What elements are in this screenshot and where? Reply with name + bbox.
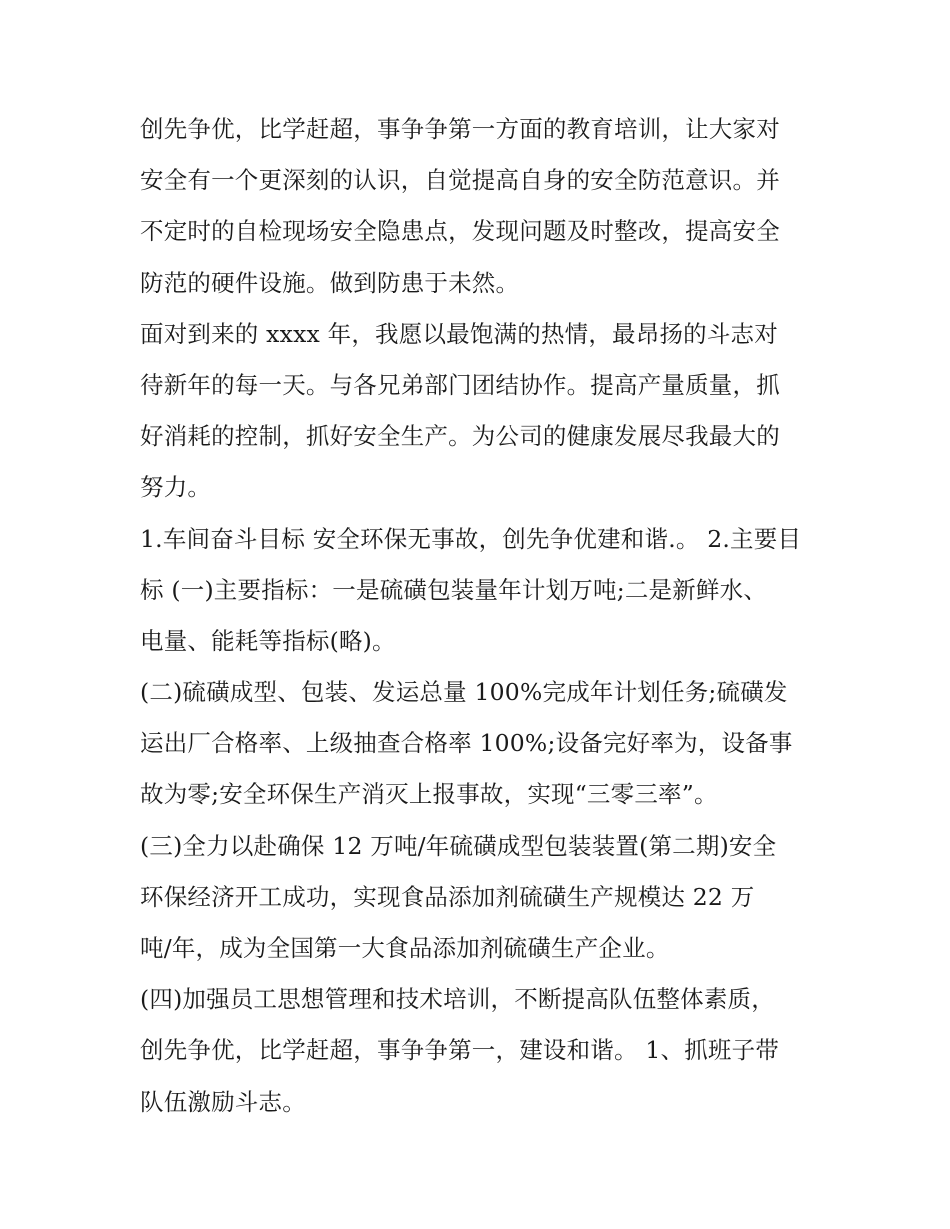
paragraph-2	[140, 309, 812, 514]
paragraph-5	[140, 821, 812, 975]
text-line: 故为零;安全环保生产消灭上报事故，实现“三零三率”。	[140, 780, 718, 809]
text-line: 电量、能耗等指标(略)。	[140, 626, 396, 655]
text-line: 环保经济开工成功，实现食品添加剂硫磺生产规模达 22 万	[140, 882, 755, 911]
paragraph-4	[140, 667, 812, 821]
text-line: 安全有一个更深刻的认识，自觉提高自身的安全防范意识。并	[140, 166, 780, 195]
text-line: 面对到来的 xxxx 年，我愿以最饱满的热情，最昂扬的斗志对	[140, 319, 778, 348]
text-line: (四)加强员工思想管理和技术培训，不断提高队伍整体素质，	[140, 985, 775, 1014]
text-line: 队伍激励斗志。	[140, 1087, 306, 1116]
paragraph-6	[140, 974, 812, 1128]
text-line: (三)全力以赴确保 12 万吨/年硫磺成型包装装置(第二期)安全	[140, 831, 777, 860]
text-line: 吨/年，成为全国第一大食品添加剂硫磺生产企业。	[140, 934, 670, 962]
text-line: 防范的硬件设施。做到防患于未然。	[140, 268, 520, 297]
text-line: 运出厂合格率、上级抽查合格率 100%;设备完好率为，设备事	[140, 729, 793, 758]
text-line: 好消耗的控制，抓好安全生产。为公司的健康发展尽我最大的	[140, 422, 780, 451]
text-line: 不定时的自检现场安全隐患点，发现问题及时整改，提高安全	[140, 217, 780, 246]
text-line: 努力。	[140, 473, 212, 502]
text-line: 待新年的每一天。与各兄弟部门团结协作。提高产量质量，抓	[140, 370, 780, 399]
text-line: 创先争优，比学赶超，事争争第一，建设和谐。 1、抓班子带	[140, 1036, 780, 1065]
document-body	[140, 104, 812, 1128]
text-line: 创先争优，比学赶超，事争争第一方面的教育培训，让大家对	[140, 115, 780, 143]
paragraph-3	[140, 514, 812, 668]
text-line: 1.车间奋斗目标 安全环保无事故，创先争优建和谐.。 2.主要目	[140, 524, 802, 553]
text-line: (二)硫磺成型、包装、发运总量 100%完成年计划任务;硫磺发	[140, 678, 788, 707]
text-line: 标 (一)主要指标：一是硫磺包装量年计划万吨;二是新鲜水、	[140, 575, 768, 604]
paragraph-1	[140, 104, 812, 309]
